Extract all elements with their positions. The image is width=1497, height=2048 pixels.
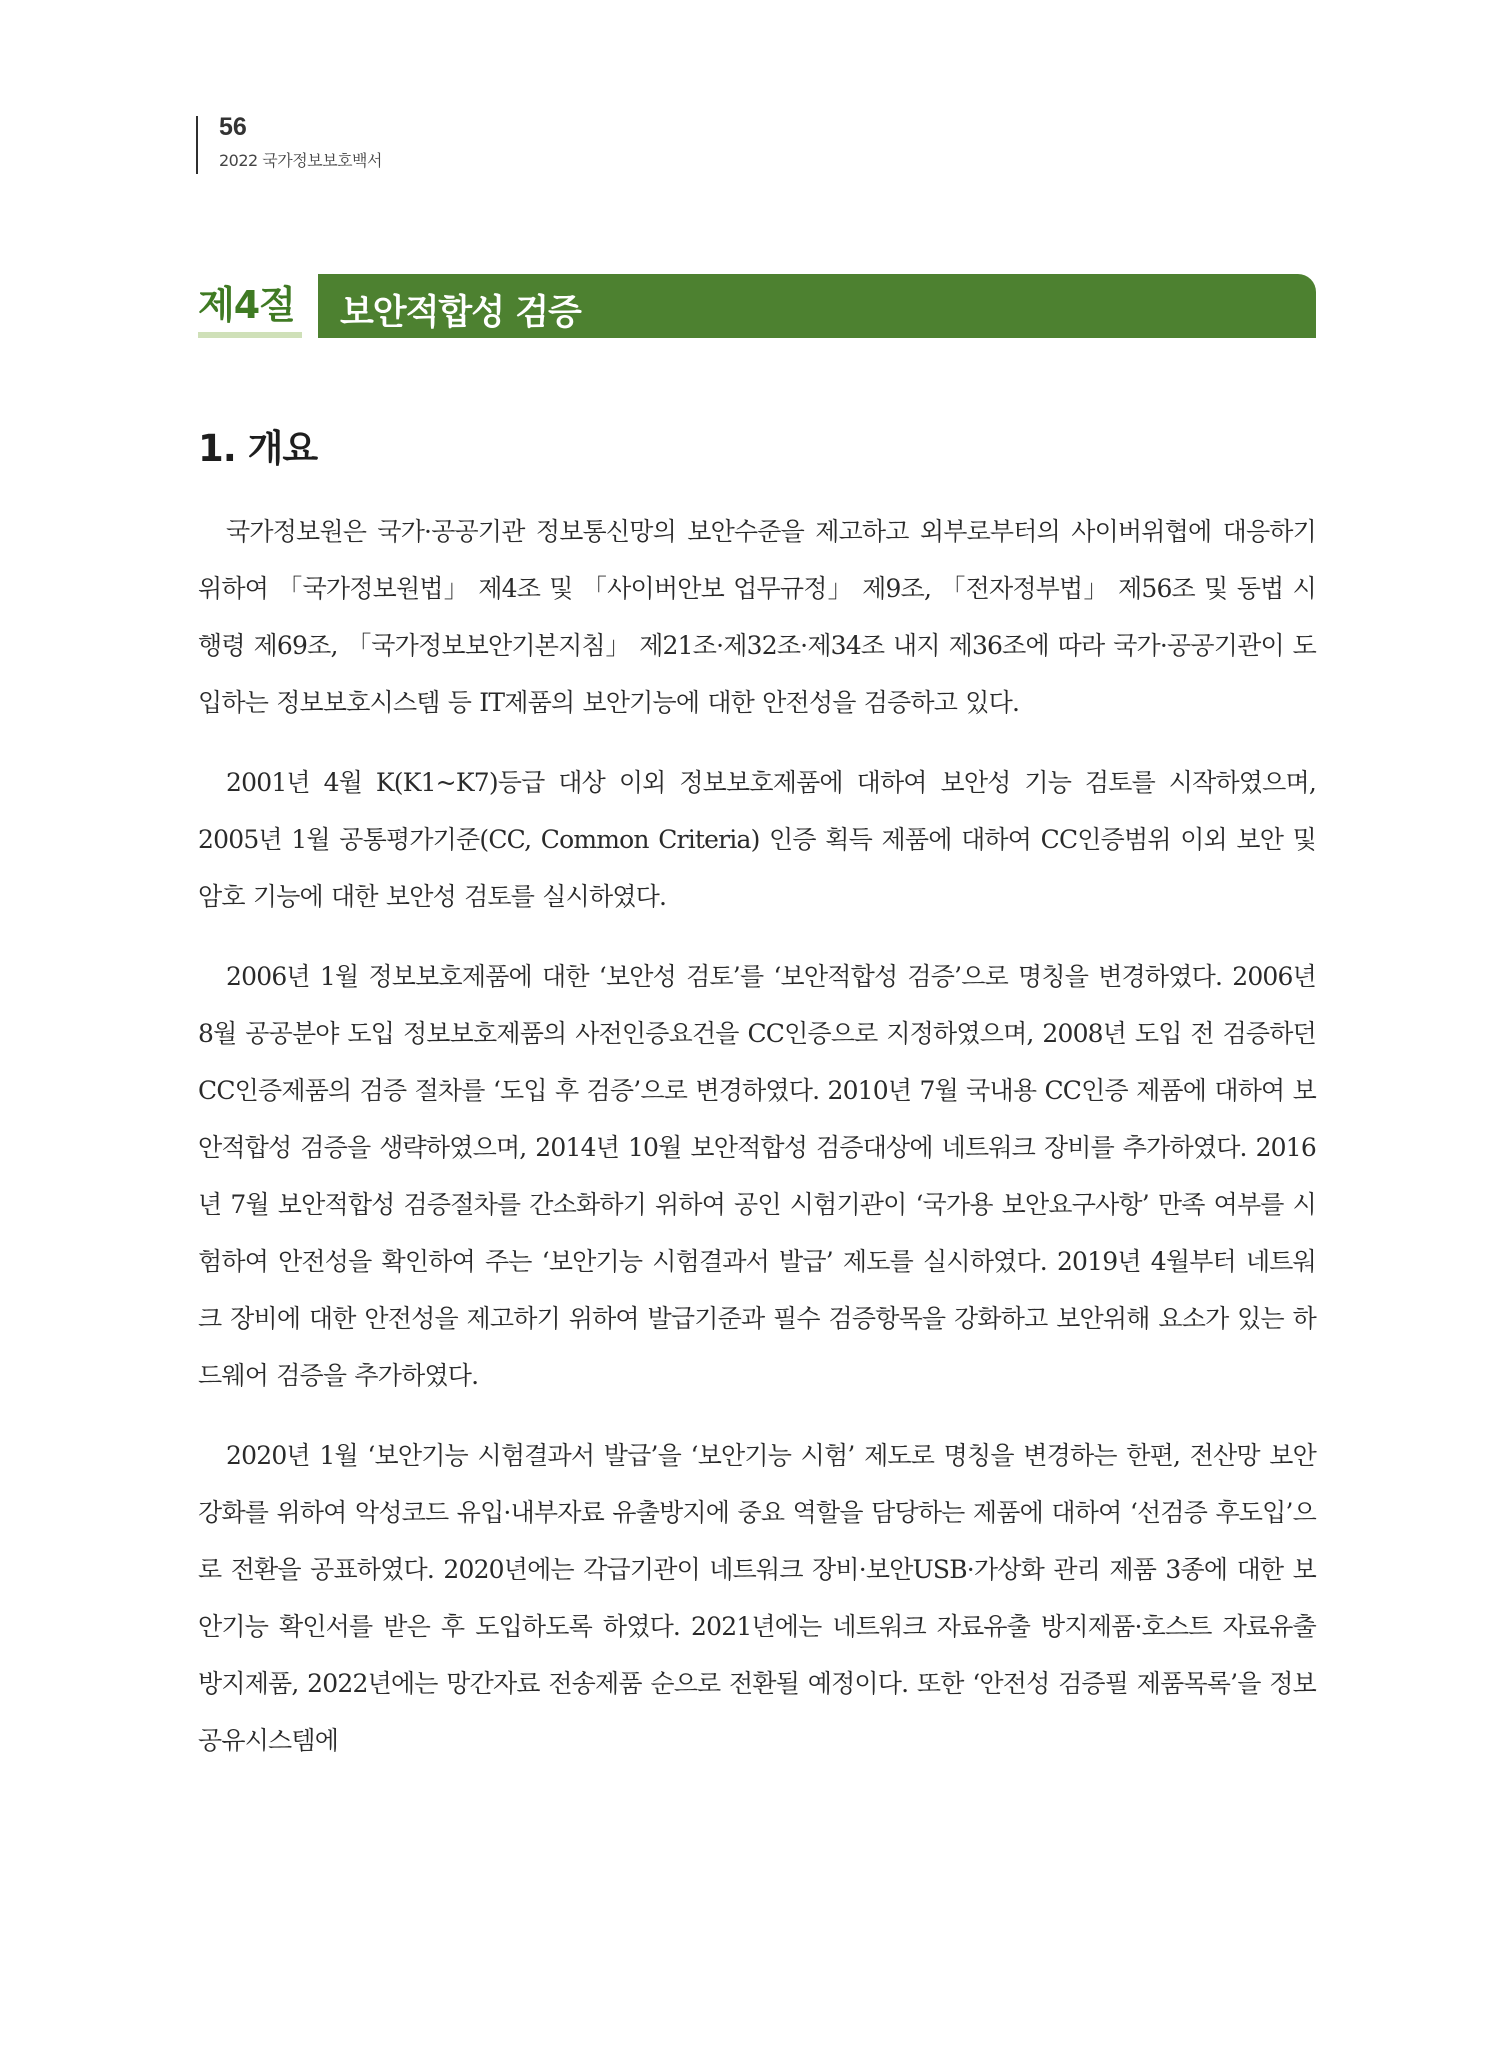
paragraph: 2020년 1월 ‘보안기능 시험결과서 발급’을 ‘보안기능 시험’ 제도로 명칭을 변경하는 한편, 전산망 보안강화를 위하여 악성코드 유입·내부자료 유출방지에 중요 역할을 담당하는 제품에 대하여 ‘선검증 후도입’으로 전환을 공표하였다. 2020년에는 각급기관이 네트워크 장비·보안USB·가상화 관리 제품 3종에 대한 보안기능 확인서를 받은 후 도입하도록 하였다. 2021년에는 네트워크 자료유출 방지제품·호스트 자료유출 방지제품, 2022년에는 망간자료 전송제품 순으로 전환될 예정이다. 또한 ‘안전성 검증필 제품목록’을 정보공유시스템에 (198, 1441, 1316, 1755)
page-number: 56 (219, 113, 247, 141)
book-title: 2022 국가정보보호백서 (219, 151, 382, 170)
section-label: 제4절 (198, 283, 295, 327)
subsection-heading: 1. 개요 (198, 427, 318, 470)
paragraph: 국가정보원은 국가·공공기관 정보통신망의 보안수준을 제고하고 외부로부터의 사이버위협에 대응하기 위하여 「국가정보원법」 제4조 및 「사이버안보 업무규정」 제9조, 「전자정부법」 제56조 및 동법 시행령 제69조, 「국가정보보안기본지침」 제21조·제32조·제34조 내지 제36조에 따라 국가·공공기관이 도입하는 정보보호시스템 등 IT제품의 보안기능에 대한 안전성을 검증하고 있다. (198, 517, 1316, 717)
header-divider (196, 116, 198, 174)
section-title: 보안적합성 검증 (340, 293, 581, 333)
paragraph: 2006년 1월 정보보호제품에 대한 ‘보안성 검토’를 ‘보안적합성 검증’으로 명칭을 변경하였다. 2006년 8월 공공분야 도입 정보보호제품의 사전인증요건을 CC인증으로 지정하였으며, 2008년 도입 전 검증하던 CC인증제품의 검증 절차를 ‘도입 후 검증’으로 변경하였다. 2010년 7월 국내용 CC인증 제품에 대하여 보안적합성 검증을 생략하였으며, 2014년 10월 보안적합성 검증대상에 네트워크 장비를 추가하였다. 2016년 7월 보안적합성 검증절차를 간소화하기 위하여 공인 시험기관이 ‘국가용 보안요구사항’ 만족 여부를 시험하여 안전성을 확인하여 주는 ‘보안기능 시험결과서 발급’ 제도를 실시하였다. 2019년 4월부터 네트워크 장비에 대한 안전성을 제고하기 위하여 발급기준과 필수 검증항목을 강화하고 보안위해 요소가 있는 하드웨어 검증을 추가하였다. (198, 962, 1316, 1390)
paragraph: 2001년 4월 K(K1~K7)등급 대상 이외 정보보호제품에 대하여 보안성 기능 검토를 시작하였으며, 2005년 1월 공통평가기준(CC, Common Criteria) 인증 획득 제품에 대하여 CC인증범위 이외 보안 및 암호 기능에 대한 보안성 검토를 실시하였다. (198, 768, 1316, 911)
section-label-underline (198, 332, 302, 338)
body-text (198, 503, 1316, 1792)
